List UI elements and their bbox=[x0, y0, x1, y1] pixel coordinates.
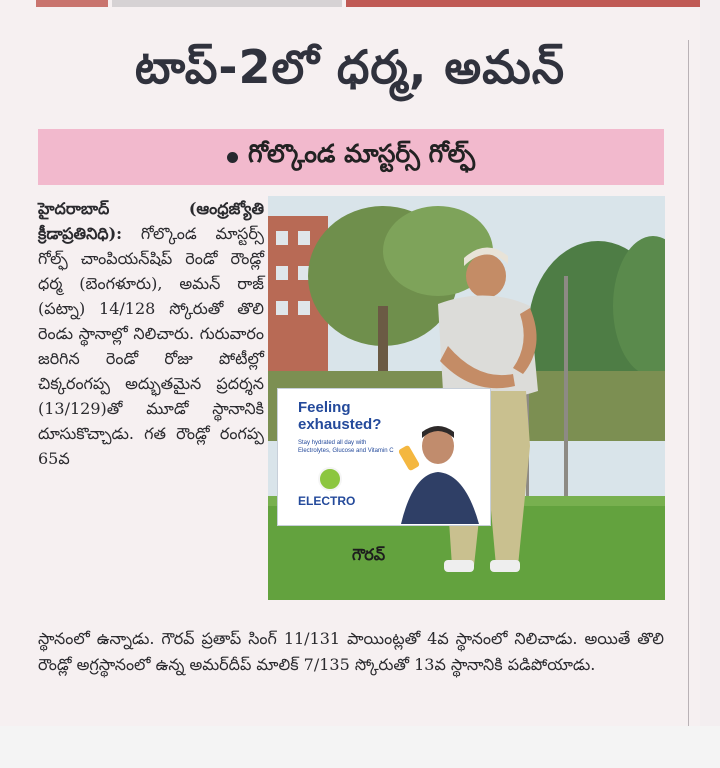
ad-logo-icon bbox=[318, 467, 342, 491]
headline: టాప్-2లో ధర్మ, అమన్ bbox=[134, 40, 566, 94]
page-margin bbox=[0, 726, 720, 768]
top-red-bar bbox=[346, 0, 700, 7]
article-body-continued: స్థానంలో ఉన్నాడు. గౌరవ్ ప్రతాప్ సింగ్ 11/131 పాయింట్లతో 4వ స్థానంలో నిలిచాడు. అయితే తొలి రౌండ్లో అగ్రస్థానంలో ఉన్న అమర్‌దీప్ మాలిక్ 7/135 స్కోరుతో 13వ స్థానానికి పడిపోయాడు. bbox=[38, 629, 664, 674]
bullet-icon bbox=[227, 152, 238, 163]
electro-ad-board bbox=[277, 388, 491, 526]
ad-model-image bbox=[393, 424, 483, 524]
ad-brand: ELECTRO bbox=[298, 494, 356, 508]
ad-title: Feeling exhausted? bbox=[298, 399, 382, 433]
top-color-bar bbox=[36, 0, 108, 7]
article-column bbox=[38, 196, 264, 471]
column-rule bbox=[688, 40, 689, 730]
photo-caption: గౌరవ్ bbox=[352, 545, 386, 564]
dateline: హైదరాబాద్ (ఆంధ్రజ్యోతి క్రీడాప్రతినిధి): bbox=[38, 199, 264, 243]
article-body: గోల్కొండ మాస్టర్స్ గోల్ఫ్ చాంపియన్‌షిప్ రెండో రౌండ్లో ధర్మ (బెంగళూరు), అమన్ రాజ్ (పట్నా) 14/128 స్కోరుతో తొలి రెండు స్థానాల్లో నిలిచారు. గురువారం జరిగిన రెండో రోజు పోటీల్లో చిక్కరంగప్ప అద్భుతమైన ప్రదర్శన (13/129)తో మూడో స్థానానికి దూసుకొచ్చాడు. గత రౌండ్లో రంగప్ప 65వ bbox=[38, 224, 264, 468]
ad-tagline: Stay hydrated all day with Electrolytes, Glucose and Vitamin C bbox=[298, 440, 394, 454]
subhead: గోల్కొండ మాస్టర్స్ గోల్ఫ్ bbox=[248, 139, 475, 168]
top-gray-bar bbox=[112, 0, 342, 7]
subhead-band bbox=[38, 129, 664, 185]
article-continuation bbox=[38, 626, 664, 677]
